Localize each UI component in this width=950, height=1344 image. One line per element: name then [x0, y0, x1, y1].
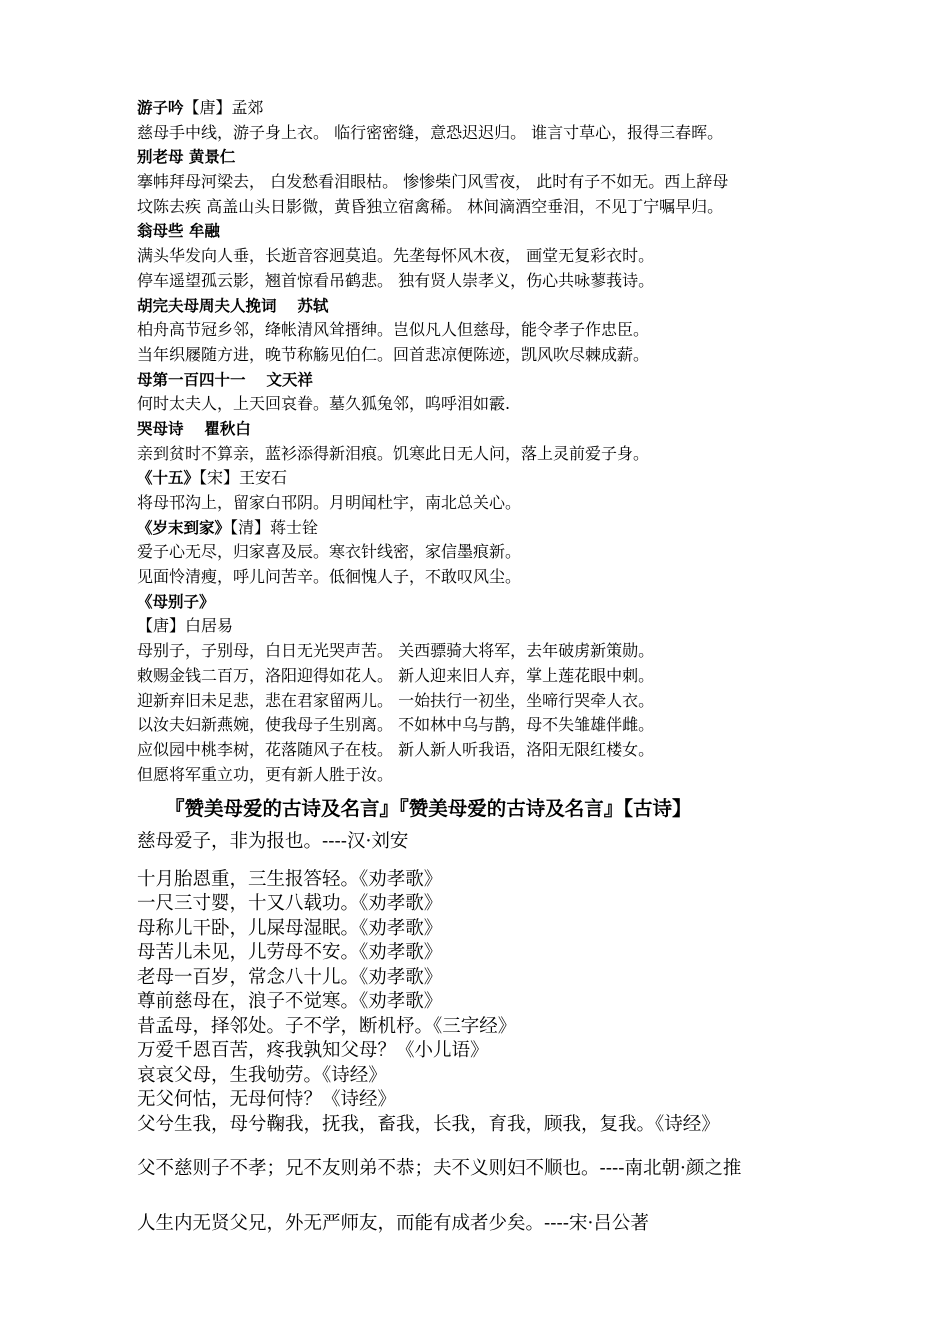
quote-line: 人生内无贤父兄，外无严师友，而能有成者少矣。----宋·吕公著: [137, 1212, 649, 1234]
quote-line: 老母一百岁，常念八十儿。《劝孝歌》: [137, 966, 443, 988]
poem-author-line: 【唐】白居易: [137, 616, 234, 636]
poem-line: 坟陈去疾 高盖山头日影微，黄昏独立宿禽稀。 林间滴酒空垂泪，不见丁宁嘱早归。: [137, 196, 724, 216]
poem-line: 搴帏拜母河梁去， 白发愁看泪眼枯。 惨惨柴门风雪夜， 此时有子不如无。西上辞母: [137, 172, 729, 192]
poem-title: 翁母些 牟融: [137, 222, 220, 241]
poem-author-tag: 【唐】孟郊: [183, 98, 264, 117]
poem-title: 别老母 黄景仁: [137, 148, 236, 167]
section-heading: 『赞美母爱的古诗及名言』『赞美母爱的古诗及名言』【古诗】: [165, 797, 692, 820]
quote-line: 母苦儿未见，儿劳母不安。《劝孝歌》: [137, 942, 443, 963]
poem-line: 满头华发向人垂，长逝音容迥莫追。先垄每怀风木夜， 画堂无复彩衣时。: [137, 246, 655, 266]
quote-line: 尊前慈母在，浪子不觉寒。《劝孝歌》: [137, 991, 443, 1012]
poem-author-tag: 【宋】王安石: [199, 468, 288, 488]
quote-line: 十月胎恩重，三生报答轻。《劝孝歌》: [137, 868, 443, 890]
poem-line: 敕赐金钱二百万，洛阳迎得如花人。 新人迎来旧人弃，掌上莲花眼中刺。: [137, 665, 655, 685]
poem-line: 迎新弃旧未足悲，悲在君家留两儿。 一始扶行一初坐，坐啼行哭牵人衣。: [137, 690, 655, 710]
poem-line: 但愿将军重立功，更有新人胜于汝。: [137, 764, 394, 784]
quote-line: 一尺三寸婴，十又八载功。《劝孝歌》: [137, 893, 443, 914]
poem-author-tag: 【清】蒋士铨: [230, 517, 319, 537]
poem-line: 爱子心无尽，归家喜及辰。寒衣针线密，家信墨痕新。: [137, 542, 522, 562]
poem-line: 见面怜清瘦，呼儿问苦辛。低徊愧人子，不敢叹风尘。: [137, 567, 522, 587]
quote-line: 无父何怙，无母何恃？《诗经》: [137, 1089, 397, 1110]
quote-line: 父兮生我，母兮鞠我，抚我，畜我，长我，育我，顾我，复我。《诗经》: [137, 1113, 720, 1135]
poem-line: 何时太夫人，上天回哀眷。墓久狐兔邻，呜呼泪如霰.: [137, 394, 511, 414]
poem-line: 柏舟高节冠乡邻，绛帐清风耸搢绅。岂似凡人但慈母，能令孝子作忠臣。: [137, 320, 650, 340]
poem-line: 以汝夫妇新燕婉，使我母子生别离。 不如林中乌与鹊，母不失雏雄伴雌。: [137, 715, 655, 735]
poem-line: 停车遥望孤云影，翘首惊看吊鹤悲。 独有贤人崇孝义，伤心共咏蓼莪诗。: [137, 270, 655, 290]
poem-section: [137, 96, 857, 787]
poem-title: 《母别子》: [137, 592, 215, 611]
quote-line: 父不慈则子不孝；兄不友则弟不恭；夫不义则妇不顺也。----南北朝·颜之推: [137, 1158, 742, 1179]
poem-line: 应似园中桃李树，花落随风子在枝。 新人新人听我语，洛阳无限红楼女。: [137, 739, 655, 759]
quote-section: [137, 830, 897, 1236]
poem-line: 慈母手中线，游子身上衣。 临行密密缝，意恐迟迟归。 谁言寸草心，报得三春晖。: [137, 122, 724, 142]
poem-title: 母第一百四十一 文天祥: [137, 370, 313, 389]
quote-line: 哀哀父母，生我劬劳。《诗经》: [137, 1064, 387, 1086]
poem-line: 当年织屦随方进，晚节称觞见伯仁。回首悲凉便陈迹，凯风吹尽棘成薪。: [137, 344, 650, 364]
quote-line: 万爱千恩百苦，疼我孰知父母？《小儿语》: [137, 1040, 489, 1061]
poem-title-text: 《十五》: [137, 469, 200, 488]
poem-title: [137, 516, 857, 541]
poem-title-text: 游子吟: [137, 99, 184, 117]
poem-line: 将母邗沟上，留家白邗阴。月明闻杜宇，南北总关心。: [137, 493, 522, 512]
poem-line: 母别子，子别母，白日无光哭声苦。 关西骠骑大将军，去年破虏新策勋。: [137, 641, 655, 661]
quote-line: 昔孟母，择邻处。子不学，断机杼。《三字经》: [137, 1015, 517, 1037]
poem-line: 亲到贫时不算亲，蓝衫添得新泪痕。饥寒此日无人问，落上灵前爱子身。: [137, 443, 650, 463]
poem-title: 哭母诗 瞿秋白: [137, 419, 251, 438]
poem-title: [137, 466, 857, 491]
quote-line: 慈母爱子，非为报也。----汉·刘安: [137, 831, 409, 852]
quote-line: 母称儿干卧，儿屎母湿眠。《劝孝歌》: [137, 917, 443, 939]
poem-title-text: 《岁末到家》: [137, 518, 231, 537]
poem-title: [137, 96, 857, 121]
poem-title: 胡完夫母周夫人挽词 苏轼: [137, 296, 329, 315]
